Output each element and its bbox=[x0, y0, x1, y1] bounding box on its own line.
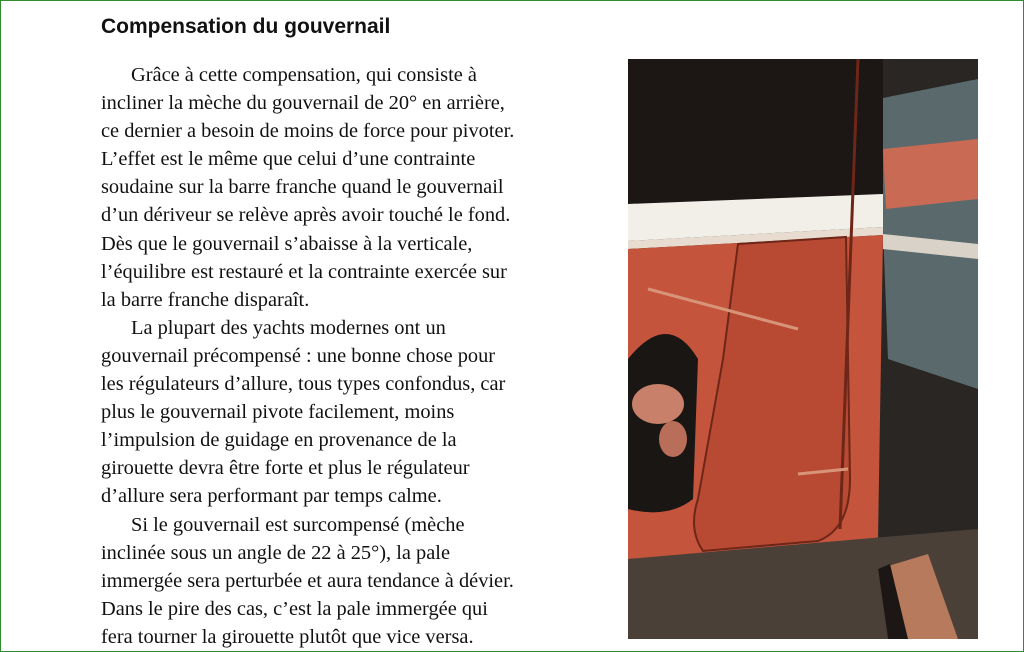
text-line: d’allure sera performant par temps calme. bbox=[101, 485, 442, 508]
text-line: gouvernail précompensé : une bonne chose pour bbox=[101, 344, 496, 367]
text-line: ce dernier a besoin de moins de force pour pivoter. bbox=[101, 120, 515, 143]
text-line: plus le gouvernail pivote facilement, moins bbox=[101, 401, 455, 424]
text-line: Dans le pire des cas, c’est la pale immergée qui bbox=[101, 597, 488, 620]
text-line: soudaine sur la barre franche quand le gouvernail bbox=[101, 176, 504, 199]
text-line: d’un dériveur se relève après avoir touché le fond. bbox=[101, 204, 511, 227]
text-line: L’effet est le même que celui d’une contrainte bbox=[101, 148, 476, 171]
text-line: Dès que le gouvernail s’abaisse à la verticale, bbox=[101, 232, 473, 255]
text-line: les régulateurs d’allure, tous types confondus, car bbox=[101, 373, 506, 396]
text-line: inclinée sous un angle de 22 à 25°), la pale bbox=[101, 541, 451, 564]
text-line: Grâce à cette compensation, qui consiste à bbox=[131, 64, 477, 86]
hull-black-section bbox=[628, 59, 883, 209]
text-line: girouette devra être forte et plus le régulateur bbox=[101, 457, 470, 480]
text-line: incliner la mèche du gouvernail de 20° en arrière, bbox=[101, 92, 505, 115]
section-title: Compensation du gouvernail bbox=[101, 15, 391, 38]
background-boat bbox=[878, 79, 978, 389]
rudder-photo bbox=[628, 59, 978, 639]
text-line: l’équilibre est restauré et la contrainte exercée sur bbox=[101, 260, 507, 283]
text-line: la barre franche disparaît. bbox=[101, 288, 310, 311]
text-line: La plupart des yachts modernes ont un bbox=[131, 316, 446, 339]
body-text bbox=[101, 61, 611, 651]
text-line: l’impulsion de guidage en provenance de la bbox=[101, 429, 457, 452]
text-line: Si le gouvernail est surcompensé (mèche bbox=[131, 513, 465, 536]
propeller bbox=[632, 384, 684, 424]
text-line: immergée sera perturbée et aura tendance à dévier. bbox=[101, 569, 514, 592]
text-line: fera tourner la girouette plutôt que vice versa. bbox=[101, 625, 474, 648]
